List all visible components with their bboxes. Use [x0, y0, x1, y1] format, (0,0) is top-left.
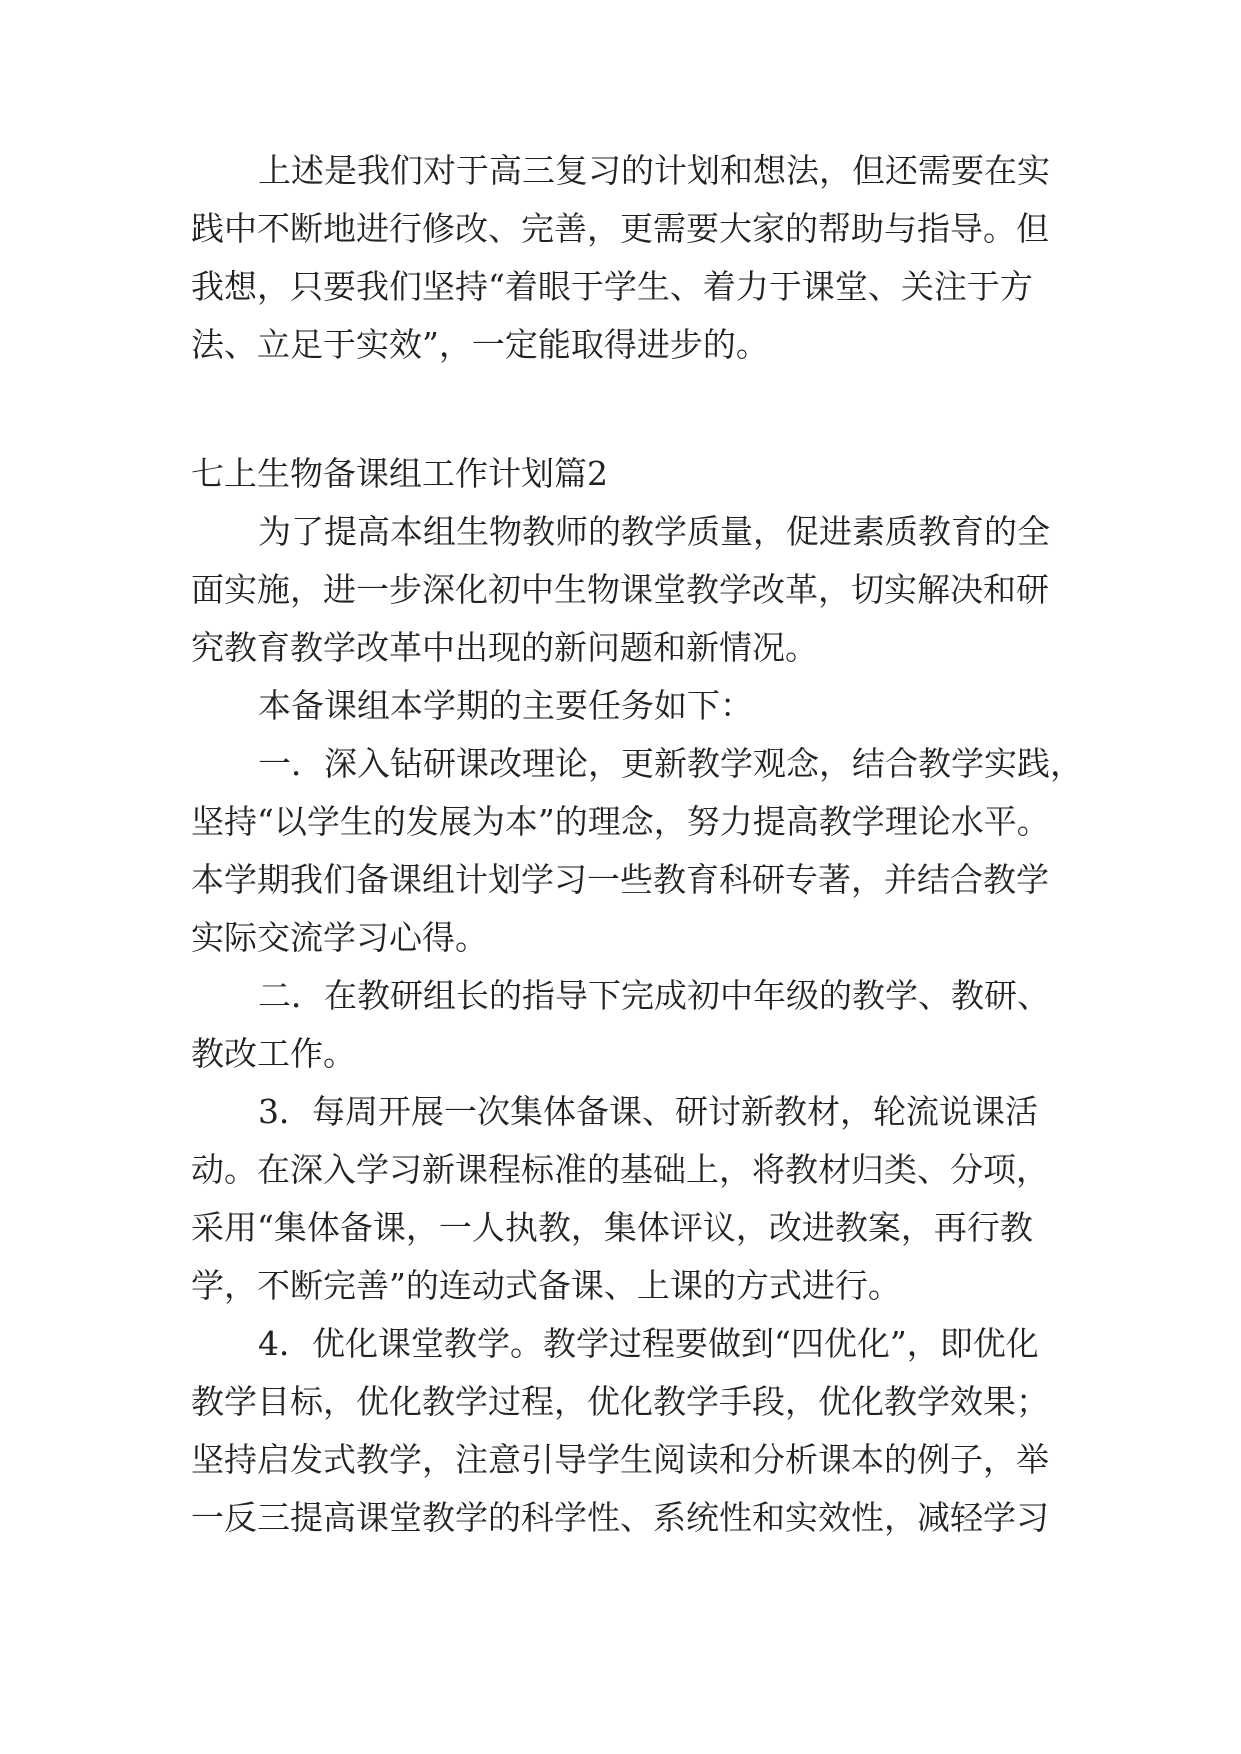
list-item-line: 采用“集体备课，一人执教，集体评议，改进教案，再行教: [191, 1208, 1033, 1247]
list-item-line: 4．优化课堂教学。教学过程要做到“四优化”，即优化: [258, 1324, 1039, 1363]
paragraph-line: 究教育教学改革中出现的新问题和新情况。: [191, 628, 818, 667]
list-item-line: 3．每周开展一次集体备课、研讨新教材，轮流说课活: [258, 1092, 1038, 1131]
paragraph-line: 践中不断地进行修改、完善，更需要大家的帮助与指导。但: [191, 209, 1049, 248]
paragraph-line: 本备课组本学期的主要任务如下：: [258, 686, 753, 725]
paragraph-line: 法、立足于实效”，一定能取得进步的。: [191, 325, 769, 364]
list-item-line: 教改工作。: [191, 1034, 356, 1073]
section-heading: 七上生物备课组工作计划篇2: [191, 454, 608, 493]
list-item-line: 坚持“以学生的发展为本”的理念，努力提高教学理论水平。: [191, 802, 1050, 841]
list-item-line: 坚持启发式教学，注意引导学生阅读和分析课本的例子，举: [191, 1440, 1049, 1479]
list-item-line: 动。在深入学习新课程标准的基础上，将教材归类、分项，: [191, 1150, 1049, 1189]
paragraph-line: 面实施，进一步深化初中生物课堂教学改革，切实解决和研: [191, 570, 1049, 609]
list-item-line: 一．深入钻研课改理论，更新教学观念，结合教学实践，: [258, 744, 1083, 783]
paragraph-line: 我想，只要我们坚持“着眼于学生、着力于课堂、关注于方: [191, 267, 1033, 306]
list-item-line: 二．在教研组长的指导下完成初中年级的教学、教研、: [258, 976, 1050, 1015]
list-item-line: 教学目标，优化教学过程，优化教学手段，优化教学效果；: [191, 1382, 1049, 1421]
paragraph-line: 为了提高本组生物教师的教学质量，促进素质教育的全: [258, 512, 1050, 551]
list-item-line: 学，不断完善”的连动式备课、上课的方式进行。: [191, 1266, 901, 1305]
paragraph-line: 上述是我们对于高三复习的计划和想法，但还需要在实: [258, 151, 1050, 190]
list-item-line: 实际交流学习心得。: [191, 918, 488, 957]
list-item-line: 本学期我们备课组计划学习一些教育科研专著，并结合教学: [191, 860, 1049, 899]
list-item-line: 一反三提高课堂教学的科学性、系统性和实效性，减轻学习: [191, 1498, 1049, 1537]
